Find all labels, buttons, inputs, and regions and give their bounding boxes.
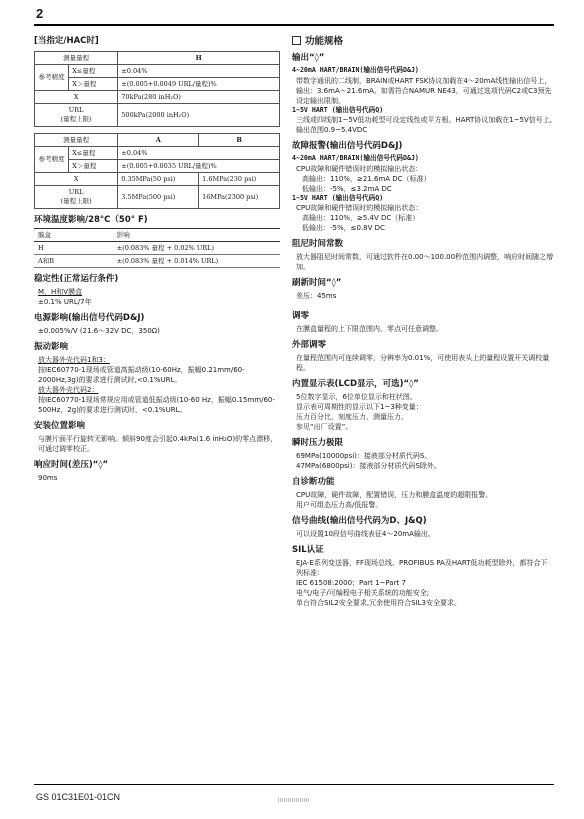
sil-line: 电气/电子/可编程电子相关系统的功能安全; — [296, 589, 430, 597]
right-column — [292, 36, 554, 608]
sil-line: 单台符合SIL2安全要求,冗余使用符合SIL3安全要求。 — [296, 599, 461, 607]
power-line: ±0.005%/V (21.6～32V DC，350Ω) — [38, 327, 160, 335]
refresh-title: 刷新时间“◊” — [292, 278, 342, 288]
col-header-h: H — [118, 52, 280, 65]
value-cell: 3.5MPa(500 psi) — [118, 186, 199, 209]
accuracy-label: 参考精度 — [35, 65, 69, 91]
diag-title: 自诊断功能 — [292, 477, 335, 487]
stability-title: 稳定性(正常运行条件) — [34, 274, 119, 284]
zero-title: 调零 — [292, 311, 310, 321]
output-sub: 4~20mA HART/BRAIN(输出信号代码D&J) — [292, 66, 419, 74]
power-title: 电源影响(输出信号代码D&J) — [34, 313, 145, 323]
output-sub: 1~5V HART (输出信号代码Q) — [292, 105, 384, 114]
col-header-range: 测量量程 — [35, 134, 118, 147]
output-text: 三线或四线制1~5V低功耗型可设定线性或平方根。HART协议加载在1~5V信号上,输出范围0.9~5.4VDC — [296, 116, 553, 134]
env-row-key: A和B — [34, 255, 113, 268]
curve-title: 信号曲线(输出信号代码为D、J&Q) — [292, 516, 427, 526]
vibration-line: 放大器外壳代码2： — [38, 386, 99, 394]
cond-cell: X＞量程 — [69, 160, 118, 173]
fail-sub: 4~20mA HART/BRAIN(输出信号代码D&J) — [292, 154, 419, 162]
value-cell: ±(0.005+0.0035 URL/量程)% — [118, 160, 280, 173]
burst-title: 瞬时压力极限 — [292, 438, 344, 448]
fail-line: 低输出：-5%，≤0.8V DC — [302, 224, 385, 232]
zero-text: 在膜盒量程的上下限范围内，零点可任意调整。 — [296, 325, 443, 333]
fail-line: 高输出：110%，≥5.4V DC（标准） — [302, 214, 420, 222]
col-header-a: A — [118, 134, 199, 147]
value-cell: 0.35MPa(50 psi) — [118, 173, 199, 186]
lcd-line: 参见“出厂设置”。 — [296, 423, 353, 431]
footer-mark — [278, 798, 310, 802]
vibration-title: 振动影响 — [34, 342, 69, 352]
page-number: 2 — [36, 6, 44, 21]
fail-line: 低输出：-5%，≤3.2mA DC — [302, 184, 392, 193]
curve-text: 可以设置10段信号曲线表征4～20mA输出。 — [296, 530, 435, 538]
x-label: X — [35, 91, 118, 104]
env-row-value: ±(0.083% 量程 + 0.02% URL) — [113, 242, 280, 255]
refresh-text: 差压：45ms — [296, 292, 337, 300]
vibration-line: 按IEC60770-1现场或管道高振动级(10-60Hz，振幅0.21mm/60-2000Hz,3g)的要求进行测试时,<0.1%URL。 — [38, 366, 245, 384]
mount-title: 安装位置影响 — [34, 421, 86, 431]
footer-doc-id: GS 01C31E01-01CN — [36, 792, 121, 802]
sil-title: SIL认证 — [292, 545, 324, 555]
env-table — [34, 228, 280, 268]
env-row-key: H — [34, 242, 113, 255]
fail-title: 故障报警(输出信号代码D&J) — [292, 141, 403, 151]
accuracy-table-ab — [34, 133, 280, 209]
fail-line: CPU故障和硬件错误时的模拟输出状态： — [296, 164, 423, 173]
env-header-capsule: 膜盒 — [34, 229, 113, 242]
footer-rule — [34, 784, 554, 785]
fail-sub: 1~5V HART (输出信号代码Q) — [292, 193, 384, 202]
burst-line: 47MPa(6800psi)：接液部分材质代码S除外。 — [296, 462, 441, 470]
lcd-title: 内置显示表(LCD显示，可选)“◊” — [292, 379, 419, 389]
sil-line: IEC 61508:2000；Part 1~Part 7 — [296, 579, 406, 587]
cond-cell: X≤量程 — [69, 147, 118, 160]
value-cell: ±0.04% — [118, 147, 280, 160]
accuracy-table-h — [34, 51, 280, 127]
value-cell: ±(0.005+0.0049 URL/量程)% — [118, 78, 280, 91]
env-title: 环境温度影响/28°C（50° F) — [34, 215, 148, 225]
lcd-line: 显示表可周期性的显示以下1~3种变量： — [296, 403, 423, 411]
stability-line: M，H和V膜盒 — [38, 288, 83, 296]
stability-line: ±0.1% URL/7年 — [38, 298, 92, 306]
ext-zero-title: 外部调零 — [292, 340, 327, 350]
cond-cell: X＞量程 — [69, 78, 118, 91]
burst-line: 69MPa(10000psi)：接液部分材质代码S。 — [296, 452, 432, 460]
cond-cell: X≤量程 — [69, 65, 118, 78]
response-title: 响应时间(差压)“◊” — [34, 460, 109, 470]
lcd-line: 压力百分比，刻度压力，测量压力。 — [296, 413, 408, 421]
output-title: 输出“◊” — [292, 53, 325, 63]
damping-text: 放大器阻尼时间常数，可通过软件在0.00～100.00秒范围内调整，响应时间随之增加。 — [296, 253, 554, 271]
functional-spec-title: 功能规格 — [305, 36, 344, 47]
hac-title: [当指定/HAC时] — [34, 36, 99, 46]
output-text: 带数字通讯的二线制，BRAIN或HART FSK协议加载在4～20mA线性输出信号上，输出：3.6mA～21.6mA。如需符合NAMUR NE43，可通过选项代码C2或C3预先设定输出限制。 — [296, 76, 552, 105]
value-cell: 1.6MPa(230 psi) — [199, 173, 280, 186]
mount-line: 与膜片面平行旋转无影响。倾斜90度会引起0.4kPa(1.6 inH₂O)的零点漂移，可通过调零校正。 — [38, 435, 278, 453]
left-column — [34, 36, 280, 483]
env-row-value: ±(0.083% 量程 + 0.014% URL) — [113, 255, 280, 268]
url-label: URL (量程上限) — [35, 186, 118, 209]
col-header-range: 测量量程 — [35, 52, 118, 65]
fail-line: CPU故障和硬件错误时的模拟输出状态： — [296, 204, 423, 212]
diag-line: 用户可组态压力高/低报警。 — [296, 501, 383, 509]
value-cell: ±0.04% — [118, 65, 280, 78]
vibration-line: 按IEC60770-1现场常规应用或管道低振动级(10-60 Hz，振幅0.15mm/60-500Hz，2g)的要求进行测试时，<0.1%URL。 — [38, 396, 275, 414]
damping-title: 阻尼时间常数 — [292, 239, 344, 249]
header-rule — [34, 24, 554, 26]
diag-line: CPU故障，硬件故障，配置错误，压力和膜盒温度的超限报警。 — [296, 491, 493, 499]
lcd-line: 5位数字显示，6位单位显示和柱状图。 — [296, 393, 417, 401]
env-header-effect: 影响 — [113, 229, 280, 242]
accuracy-label: 参考精度 — [35, 147, 69, 173]
sil-line: EJA-E系列变送器，FF现场总线、PROFIBUS PA及HART低功耗型除外，都符合下列标准: — [296, 559, 548, 577]
checkbox-icon — [292, 36, 301, 45]
response-line: 90ms — [38, 474, 58, 482]
value-cell: 70kPa(280 inH₂O) — [118, 91, 280, 104]
value-cell: 16MPa(2300 psi) — [199, 186, 280, 209]
url-label: URL (量程上限) — [35, 104, 118, 127]
fail-line: 高输出：110%，≥21.6mA DC（标准） — [302, 174, 431, 183]
value-cell: 500kPa(2000 inH₂O) — [118, 104, 280, 127]
ext-zero-text: 在量程范围内可连续调零，分辨率为0.01%，可使用表头上的量程设置开关调校量程。 — [296, 354, 550, 372]
vibration-line: 放大器外壳代码1和3： — [38, 356, 110, 364]
x-label: X — [35, 173, 118, 186]
col-header-b: B — [199, 134, 280, 147]
